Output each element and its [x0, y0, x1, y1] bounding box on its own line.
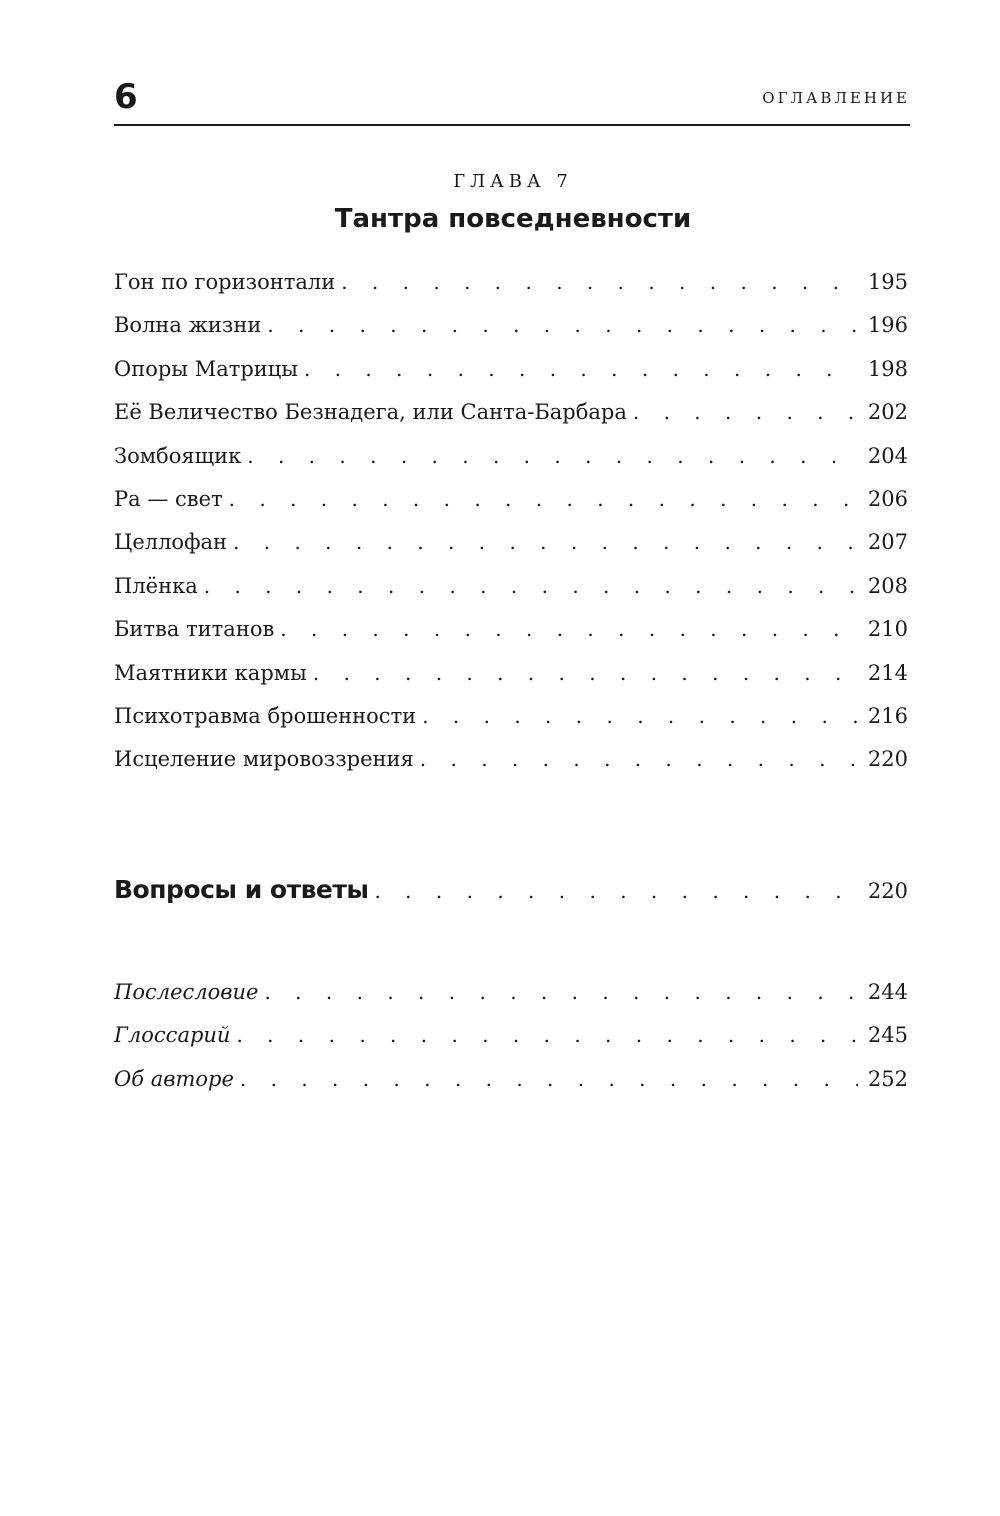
toc-entry-title: Её Величество Безнадега, или Санта-Барбара [114, 400, 627, 425]
toc-entry-page: 195 [867, 270, 908, 294]
leader-dots [341, 261, 858, 304]
backmatter-entry-title: Послесловие [114, 980, 259, 1004]
backmatter-toc [114, 971, 908, 1101]
toc-entry[interactable] [114, 565, 908, 608]
toc-entry-page: 214 [867, 660, 908, 685]
backmatter-entry-title: Глоссарий [114, 1023, 231, 1048]
toc-entry[interactable] [114, 391, 908, 434]
backmatter-entry-page: 245 [867, 1023, 908, 1048]
toc-entry[interactable] [114, 608, 908, 651]
section-entry-title: Вопросы и ответы [114, 875, 369, 904]
toc-entry-page: 207 [867, 530, 908, 555]
toc-entry[interactable] [114, 478, 908, 521]
backmatter-entry[interactable] [114, 1058, 908, 1101]
toc-entry[interactable] [114, 695, 908, 738]
leader-dots [304, 348, 858, 391]
leader-dots [229, 478, 858, 521]
toc-entry-page: 204 [867, 443, 908, 468]
toc-entry-title: Гон по горизонтали [114, 270, 336, 294]
leader-dots [374, 870, 857, 913]
toc-entry-title: Целлофан [114, 530, 228, 555]
toc-entry-title: Волна жизни [114, 313, 262, 338]
leader-dots [280, 608, 858, 651]
leader-dots [422, 695, 858, 738]
leader-dots [313, 652, 858, 695]
leader-dots [236, 1014, 857, 1057]
toc-entry-title: Маятники кармы [114, 660, 307, 685]
backmatter-entry[interactable] [114, 971, 908, 1014]
running-head: ОГЛАВЛЕНИЕ [762, 89, 910, 107]
toc-entry[interactable] [114, 261, 908, 304]
chapter-title: Тантра повседневности [334, 204, 692, 234]
chapter-toc-list [114, 261, 908, 782]
toc-entry[interactable] [114, 738, 908, 781]
leader-dots [240, 1058, 858, 1101]
toc-entry[interactable] [114, 652, 908, 695]
toc-entry[interactable] [114, 348, 908, 391]
toc-entry-title: Ра — свет [114, 486, 223, 511]
toc-entry-title: Психотравма брошенности [114, 703, 417, 728]
backmatter-entry-page: 252 [867, 1066, 908, 1091]
toc-entry[interactable] [114, 304, 908, 347]
toc-entry-page: 206 [867, 486, 908, 511]
toc-entry-page: 210 [867, 617, 908, 642]
toc-entry-title: Битва титанов [114, 617, 275, 642]
backmatter-entry-page: 244 [867, 980, 908, 1004]
leader-dots [267, 304, 858, 347]
toc-entry-title: Плёнка [114, 573, 198, 598]
leader-dots [204, 565, 858, 608]
section-entry-page: 220 [867, 879, 908, 903]
header-rule [114, 124, 910, 126]
page-number: 6 [114, 77, 138, 117]
toc-entry[interactable] [114, 521, 908, 564]
toc-entry-page: 208 [867, 573, 908, 598]
leader-dots [247, 435, 858, 478]
toc-entry-page: 196 [867, 313, 908, 338]
section-entry-qa[interactable] [114, 868, 908, 911]
backmatter-entry-title: Об авторе [114, 1066, 234, 1091]
toc-entry-page: 220 [867, 747, 908, 772]
toc-entry-page: 202 [867, 400, 908, 425]
toc-entry-page: 198 [867, 356, 908, 381]
section-toc [114, 868, 908, 911]
toc-entry-title: Исцеление мировоззрения [114, 747, 414, 772]
toc-entry-title: Опоры Матрицы [114, 356, 298, 381]
leader-dots [420, 738, 858, 781]
leader-dots [233, 521, 858, 564]
toc-entry-title: Зомбоящик [114, 443, 242, 468]
backmatter-entry[interactable] [114, 1014, 908, 1057]
toc-entry[interactable] [114, 435, 908, 478]
chapter-label: ГЛАВА 7 [453, 171, 573, 192]
toc-entry-page: 216 [867, 703, 908, 728]
leader-dots [633, 391, 858, 434]
leader-dots [264, 971, 857, 1014]
